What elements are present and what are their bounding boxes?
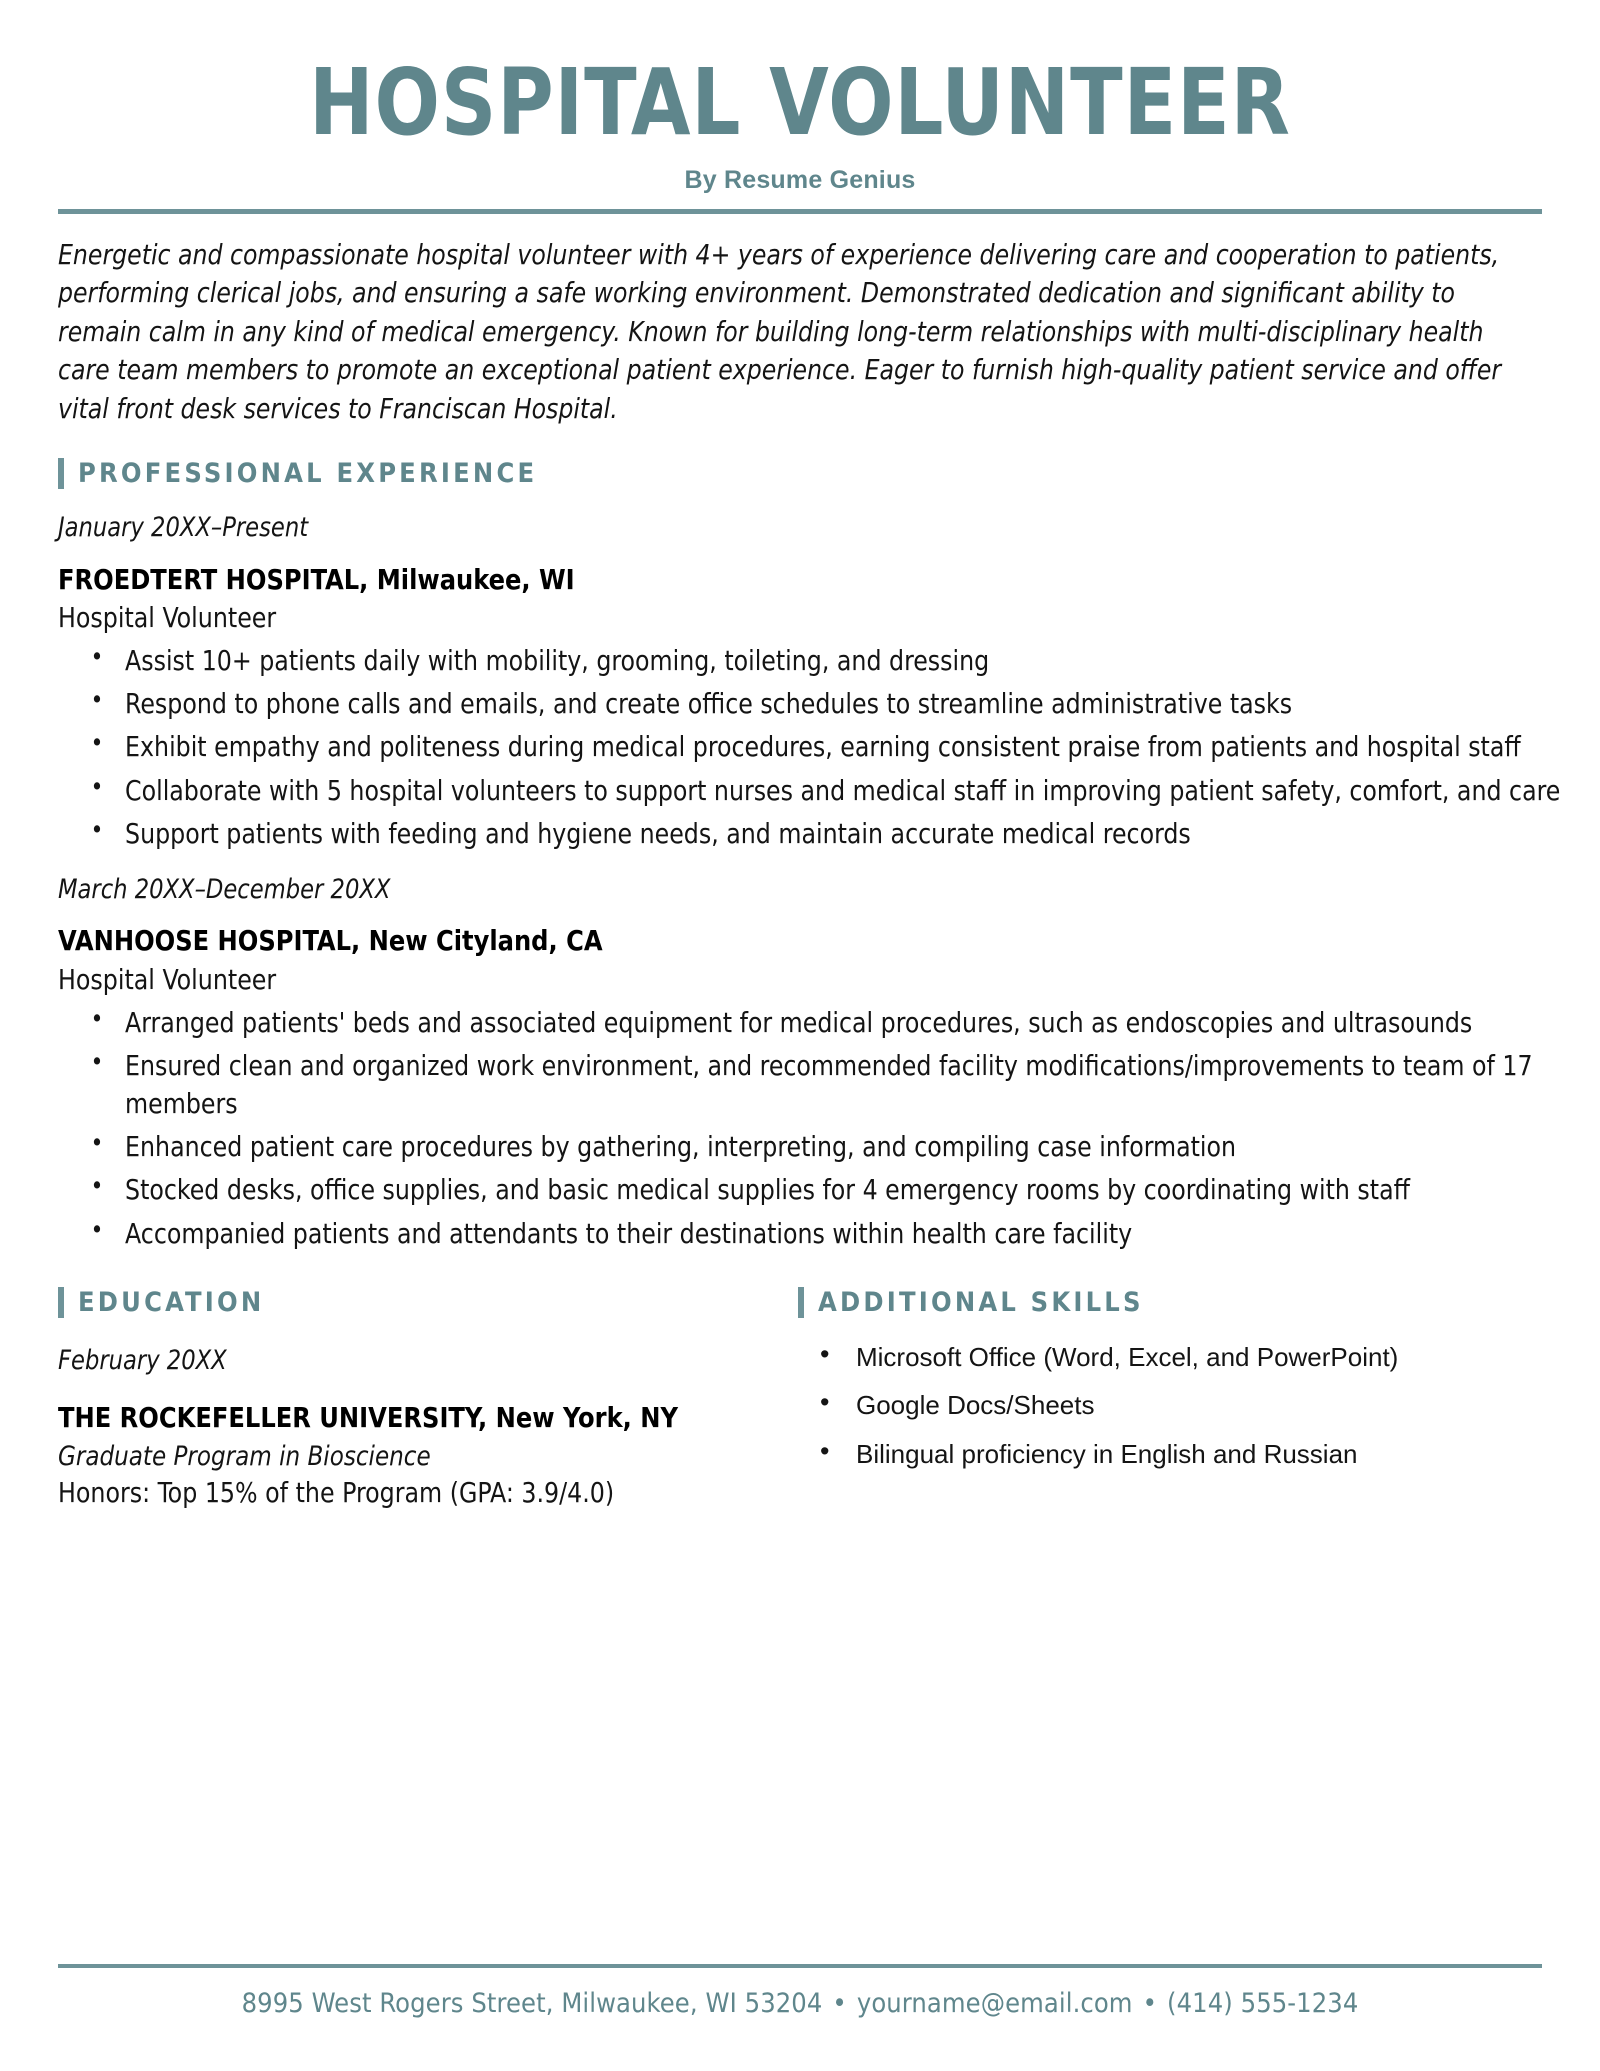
list-item: • Respond to phone calls and emails, and create office schedules to streamline administrative tasks [58,685,1600,723]
bottom-columns [58,1287,1542,1512]
list-item: • Collaborate with 5 hospital volunteers to support nurses and medical staff in improving patient safety, comfort, and care [58,772,1600,810]
accent-bar-icon [58,1287,64,1318]
contact-address: 8995 West Rogers Street, Milwaukee, WI 53204 [241,1988,823,2019]
section-heading-experience [58,458,1542,489]
education-honors: Honors: Top 15% of the Program (GPA: 3.9/4.0) [58,1476,615,1509]
experience-bullet-list [58,642,1561,853]
education-date: February 20XX [58,1344,227,1376]
experience-entry [58,873,1542,1253]
skills-column [776,1287,1542,1512]
section-title-skills: ADDITIONAL SKILLS [818,1286,1144,1318]
list-item: • Stocked desks, office supplies, and basic medical supplies for 4 emergency rooms by coordinating with staff [58,1171,1600,1209]
contact-phone: (414) 555-1234 [1167,1988,1359,2019]
list-item: • Bilingual proficiency in English and Russian [798,1437,1542,1472]
list-item: • Support patients with feeding and hygiene needs, and maintain accurate medical records [58,815,1600,853]
resume-footer [58,1964,1542,2019]
experience-role: Hospital Volunteer [58,602,277,635]
experience-date: January 20XX–Present [58,512,309,544]
contact-separator: • [1142,1988,1158,2019]
list-item: • Arranged patients' beds and associated equipment for medical procedures, such as endoscopies and ultrasounds [58,1004,1600,1042]
list-item: • Accompanied patients and attendants to their destinations within health care facility [58,1215,1600,1253]
list-item: • Ensured clean and organized work environment, and recommended facility modifications/improvements to team of 17 members [58,1047,1600,1123]
section-title-experience: PROFESSIONAL EXPERIENCE [78,458,538,490]
resume-header [58,0,1542,195]
list-item: • Google Docs/Sheets [798,1388,1542,1423]
experience-date: March 20XX–December 20XX [58,874,391,905]
list-item: • Enhanced patient care procedures by gathering, interpreting, and compiling case information [58,1128,1600,1166]
list-item: • Assist 10+ patients daily with mobility, grooming, toileting, and dressing [58,642,1600,680]
byline: By Resume Genius [684,165,916,194]
education-school: THE ROCKEFELLER UNIVERSITY, New York, NY [58,1401,679,1435]
footer-divider [58,1964,1542,1968]
contact-email[interactable]: yourname@email.com [856,1988,1133,2019]
education-column [58,1287,776,1512]
experience-bullet-list [58,1004,1542,1253]
list-item: • Microsoft Office (Word, Excel, and PowerPoint) [798,1340,1542,1375]
section-heading-education [58,1287,776,1318]
accent-bar-icon [58,458,64,489]
page-title: HOSPITAL VOLUNTEER [309,49,1291,156]
contact-line [58,1988,1542,2019]
header-divider [58,209,1542,214]
list-item: • Exhibit empathy and politeness during medical procedures, earning consistent praise from patients and hospital staff [58,728,1600,766]
experience-entry [58,511,1561,853]
section-title-education: EDUCATION [78,1286,265,1318]
skills-list [798,1340,1542,1472]
contact-separator: • [832,1988,847,2019]
experience-employer: FROEDTERT HOSPITAL, Milwaukee, WI [58,562,575,596]
experience-role: Hospital Volunteer [58,963,277,996]
section-heading-skills [798,1287,1542,1318]
experience-employer: VANHOOSE HOSPITAL, New Cityland, CA [58,924,603,958]
accent-bar-icon [798,1287,804,1318]
education-program: Graduate Program in Bioscience [58,1440,431,1472]
summary-paragraph: Energetic and compassionate hospital volunteer with 4+ years of experience delivering care and cooperation to patients, performing clerical jobs, and ensuring a safe working environment. Demonstrated dedication and significant ability to remain calm in any kind of medical emergency. Known for building long-term relationships with multi-disciplinary health care team members to promote an exceptional patient experience. Eager to furnish high-quality patient service and offer vital front desk services to Franciscan Hospital. [58,238,1502,425]
